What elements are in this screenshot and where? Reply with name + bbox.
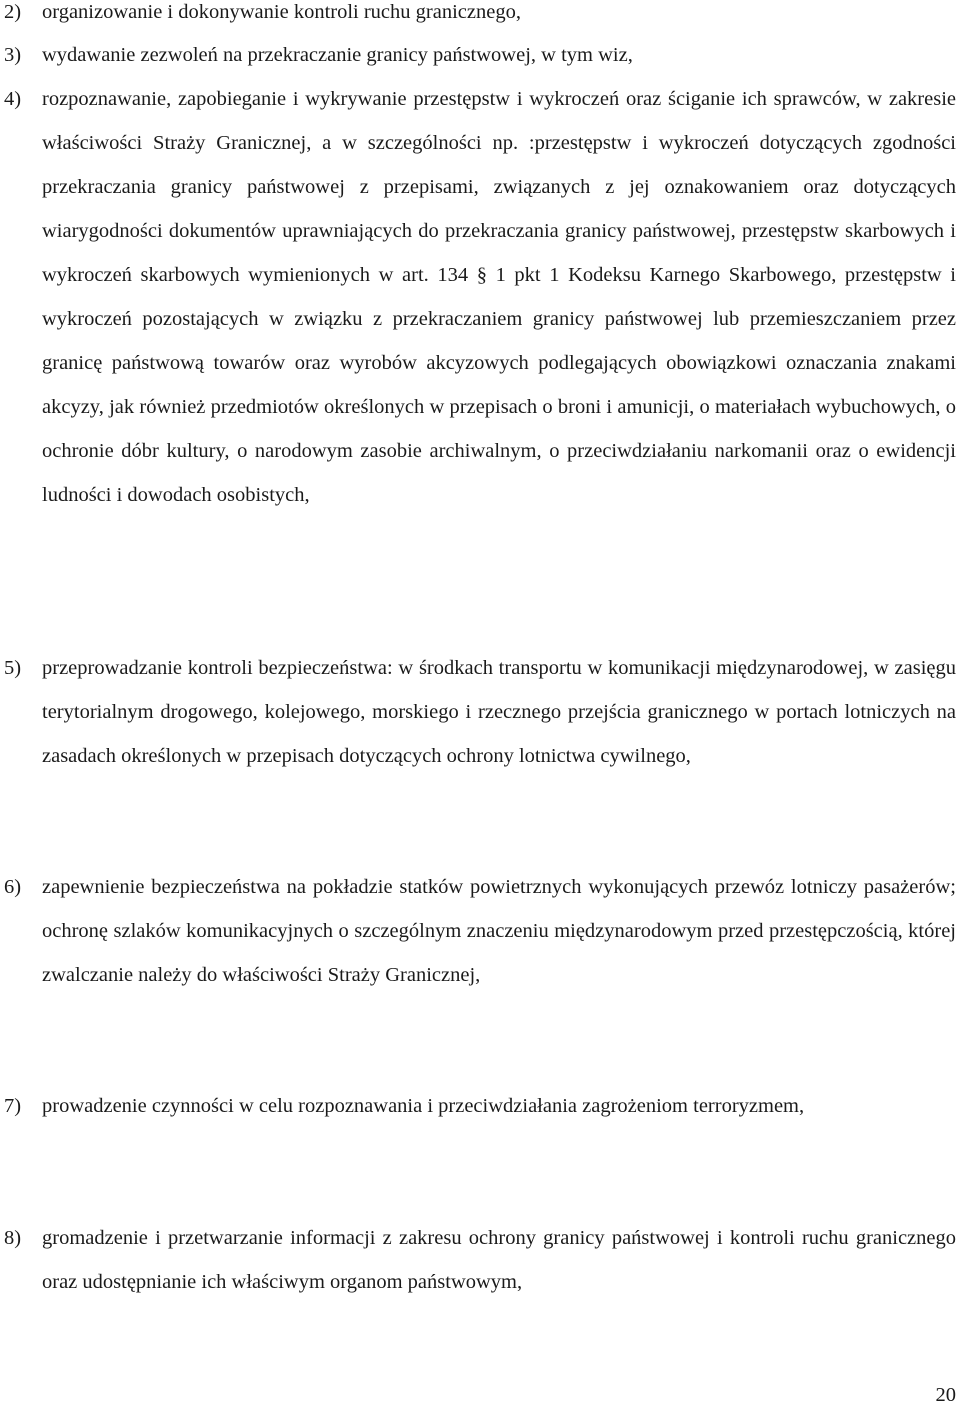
list-item-text: rozpoznawanie, zapobieganie i wykrywanie przestępstw i wykroczeń oraz ściganie ich sprawców, w zakresie właściwości Straży Granicznej, a w szczególności np. :przestępstw i wykroczeń dotyczących zgodności przekraczania granicy państwowej z przepisami, związanych z jej oznakowaniem oraz dotyczących wiarygodności dokumentów uprawniających do przekraczania granicy państwowej, przestępstw skarbowych i wykroczeń skarbowych wymienionych w art. 134 § 1 pkt 1 Kodeksu Karnego Skarbowego, przestępstw i wykroczeń pozostających w związku z przekraczaniem granicy państwowej lub przemieszczaniem przez granicę państwową towarów oraz wyrobów akcyzowych podlegających obowiązkowi oznaczania znakami akcyzy, jak również przedmiotów określonych w przepisach o broni i amunicji, o materiałach wybuchowych, o ochronie dóbr kultury, o narodowym zasobie archiwalnym, o przeciwdziałaniu narkomanii oraz o ewidencji ludności i dowodach osobistych, — [42, 88, 956, 506]
list-item-5 — [0, 646, 960, 778]
list-item-text: zapewnienie bezpieczeństwa na pokładzie statków powietrznych wykonujących przewóz lotniczy pasażerów; ochronę szlaków komunikacyjnych o szczególnym znaczeniu międzynarodowym przed przestępczością, której zwalczanie należy do właściwości Straży Granicznej, — [42, 876, 956, 986]
list-item-text: organizowanie i dokonywanie kontroli ruchu granicznego, — [42, 1, 521, 23]
list-item-number: 7) — [4, 1095, 22, 1117]
list-item-number: 5) — [4, 657, 22, 679]
page-number: 20 — [935, 1384, 956, 1406]
list-item-number: 6) — [4, 876, 22, 898]
list-item-4 — [0, 77, 960, 517]
list-item-text: przeprowadzanie kontroli bezpieczeństwa: w środkach transportu w komunikacji międzynarodowej, w zasięgu terytorialnym drogowego, kolejowego, morskiego i rzecznego przejścia granicznego w portach lotniczych na zasadach określonych w przepisach dotyczących ochrony lotnictwa cywilnego, — [42, 657, 956, 767]
list-item-number: 2) — [4, 1, 22, 23]
list-item-6 — [0, 865, 960, 997]
list-item-number: 4) — [4, 88, 22, 110]
list-item-text: gromadzenie i przetwarzanie informacji z zakresu ochrony granicy państwowej i kontroli ruchu granicznego oraz udostępnianie ich właściwym organom państwowym, — [42, 1227, 956, 1293]
list-item-number: 3) — [4, 44, 22, 66]
list-item-2 — [0, 0, 960, 34]
list-item-3 — [0, 33, 960, 77]
list-item-text: prowadzenie czynności w celu rozpoznawania i przeciwdziałania zagrożeniom terroryzmem, — [42, 1095, 805, 1117]
list-item-7 — [0, 1084, 960, 1128]
list-item-number: 8) — [4, 1227, 22, 1249]
list-item-8 — [0, 1216, 960, 1304]
list-item-text: wydawanie zezwoleń na przekraczanie granicy państwowej, w tym wiz, — [42, 44, 633, 66]
